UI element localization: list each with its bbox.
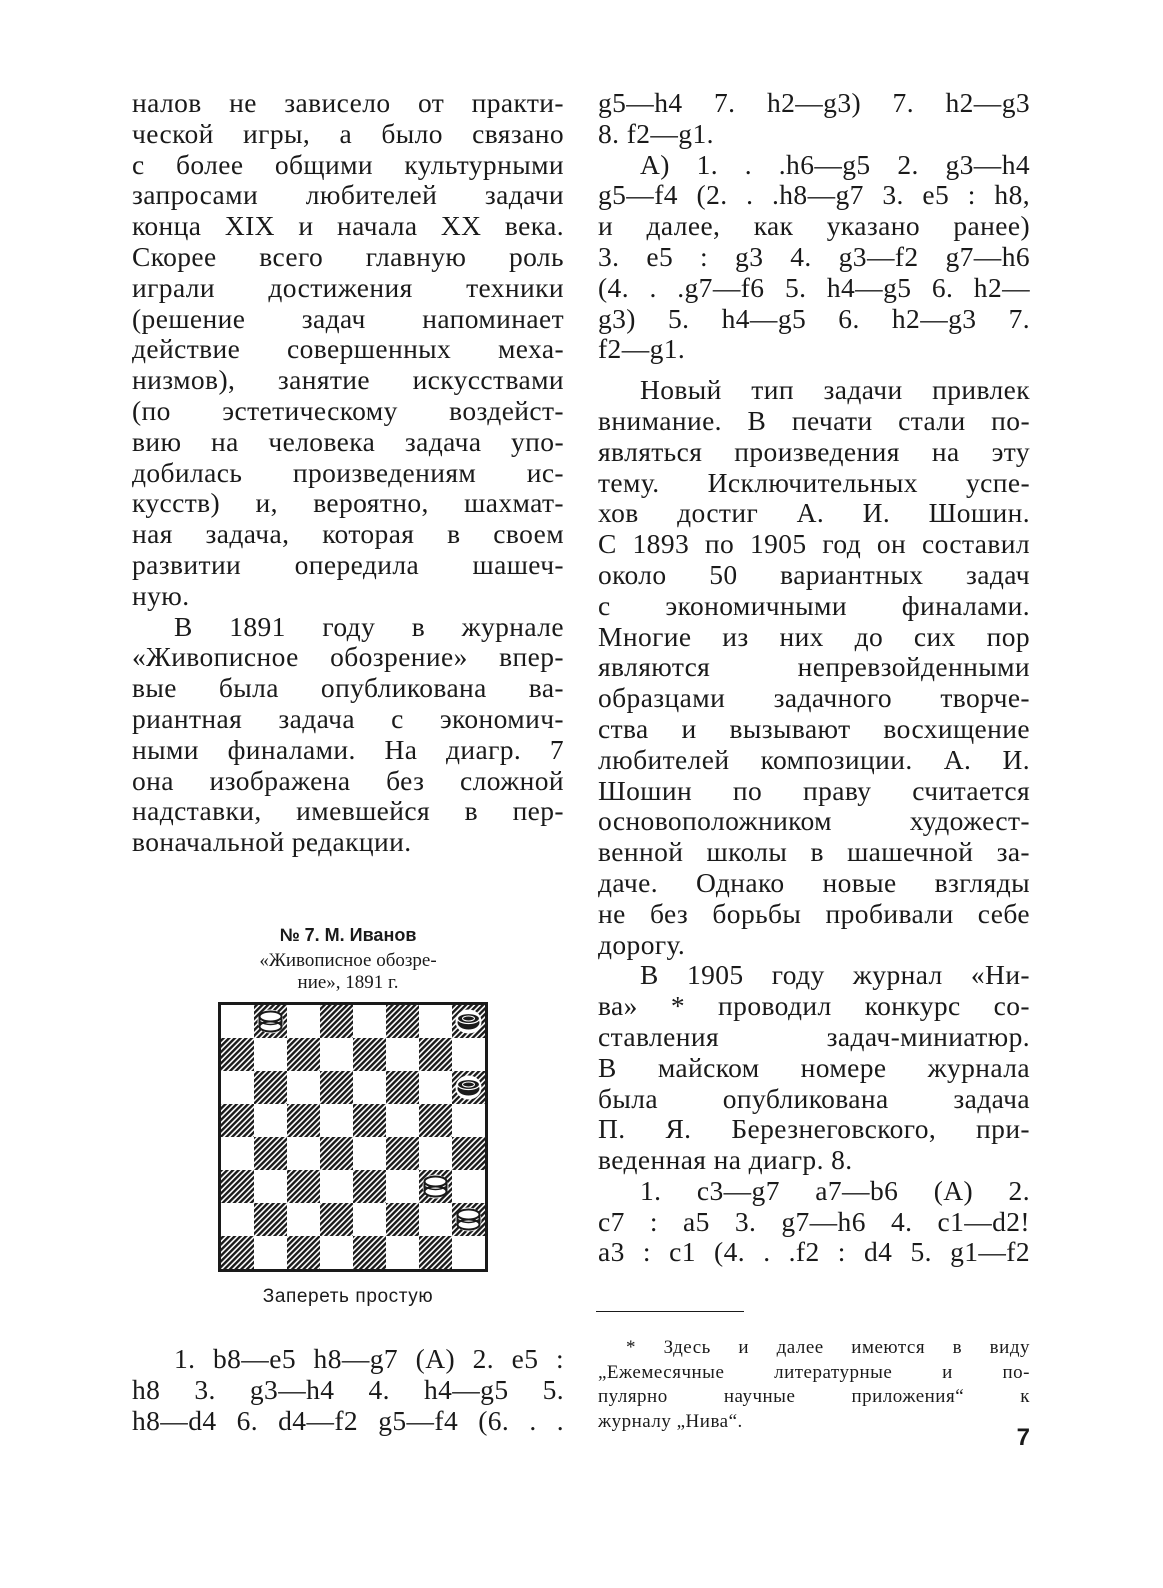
white-checker-piece (456, 1208, 482, 1232)
dark-square (287, 1038, 320, 1071)
dark-square (353, 1170, 386, 1203)
dark-square (221, 1236, 254, 1269)
dark-square (287, 1236, 320, 1269)
text-line: (решение задач напоминает (132, 302, 564, 334)
text-line: являться произведения на эту (598, 435, 1030, 467)
text-line: f2—g1. (598, 333, 686, 365)
text-line: ная задача, которая в своем (132, 518, 564, 550)
dark-square (320, 1005, 353, 1038)
text-line: 8. f2—g1. (598, 117, 714, 149)
light-square (254, 1170, 287, 1203)
text-line: 3. e5 : g3 4. g3—f2 g7—h6 (598, 240, 1030, 272)
text-line: запросами любителей задачи (132, 179, 564, 211)
text-line: Новый тип задачи привлек (640, 374, 1030, 406)
text-line: (по эстетическому воздейст- (132, 394, 564, 426)
text-line: воначальной редакции. (132, 826, 412, 858)
checkers-board (221, 1005, 485, 1269)
dark-square (353, 1104, 386, 1137)
text-line: действие совершенных меха- (132, 333, 564, 365)
footnote-divider (596, 1311, 744, 1312)
footnote-line: „Ежемесячные литературные и по- (598, 1361, 1030, 1383)
left-solution (132, 1344, 564, 1436)
text-line: ставления задач-миниатюр. (598, 1020, 1030, 1052)
dark-square (221, 1170, 254, 1203)
text-line: образцами задачного творче- (598, 682, 1030, 714)
text-line: Многие из них до сих пор (598, 620, 1030, 652)
white-checker-piece (423, 1175, 449, 1199)
dark-square (254, 1203, 287, 1236)
text-line: h8—d4 6. d4—f2 g5—f4 (6. . . (132, 1404, 564, 1436)
text-line: тему. Исключительных успе- (598, 466, 1030, 498)
dark-square (386, 1005, 419, 1038)
text-line: А) 1. . .h6—g5 2. g3—h4 (640, 148, 1030, 180)
dark-square (419, 1104, 452, 1137)
white-checker-piece (258, 1010, 284, 1034)
light-square (221, 1071, 254, 1104)
text-line: h8 3. g3—h4 4. h4—g5 5. (132, 1373, 564, 1405)
text-line: В майском номере журнала (598, 1051, 1030, 1083)
text-line: играли достижения техники (132, 271, 564, 303)
page-number: 7 (1016, 1424, 1030, 1451)
right-paragraph-3 (598, 375, 1030, 960)
light-square (221, 1203, 254, 1236)
dark-square (320, 1137, 353, 1170)
dark-square (386, 1203, 419, 1236)
text-line: Скорее всего главную роль (132, 240, 564, 272)
light-square (419, 1137, 452, 1170)
text-line: g5—f4 (2. . .h8—g7 3. e5 : h8, (598, 179, 1030, 211)
light-square (320, 1236, 353, 1269)
text-line: c7 : a5 3. g7—h6 4. c1—d2! (598, 1205, 1030, 1237)
dark-square (287, 1170, 320, 1203)
text-line: ства и вызывают восхищение (598, 712, 1030, 744)
text-line: основоположником художест- (598, 805, 1030, 837)
light-square (254, 1104, 287, 1137)
light-square (320, 1104, 353, 1137)
text-line: «Живописное обозрение» впер- (132, 641, 564, 673)
text-line: являются непревзойденными (598, 651, 1030, 683)
diagram-source-line: «Живописное обозре- (259, 950, 437, 971)
diagram-source-line: ние», 1891 г. (297, 972, 399, 993)
text-line: ческой игры, а было связано (132, 117, 564, 149)
dark-square (452, 1137, 485, 1170)
text-line: и далее, как указано ранее) (598, 210, 1030, 242)
footnote-line: пулярно научные приложения“ к (598, 1386, 1030, 1407)
text-line: она изображена без сложной (132, 764, 564, 796)
light-square (287, 1071, 320, 1104)
text-line: В 1891 году в журнале (174, 610, 564, 642)
text-line: не без борьбы пробивали себе (598, 897, 1030, 929)
text-line: венной школы в шашечной за- (598, 836, 1030, 868)
light-square (386, 1236, 419, 1269)
text-line: g5—h4 7. h2—g3) 7. h2—g3 (598, 87, 1030, 118)
light-square (419, 1203, 452, 1236)
text-line: надставки, имевшейся в пер- (132, 795, 564, 827)
dark-square (386, 1071, 419, 1104)
light-square (287, 1137, 320, 1170)
text-line: налов не зависело от практи- (132, 87, 564, 118)
diagram-number-author: № 7. М. Иванов (279, 925, 417, 945)
text-line: В 1905 году журнал «Ни- (640, 959, 1030, 991)
text-line: 1. b8—e5 h8—g7 (A) 2. e5 : (174, 1343, 564, 1374)
diagram-task-caption: Запереть простую (262, 1286, 434, 1307)
dark-square (221, 1038, 254, 1071)
text-line: хов достиг А. И. Шошин. (598, 497, 1030, 529)
light-square (287, 1005, 320, 1038)
light-square (353, 1005, 386, 1038)
dark-square (221, 1104, 254, 1137)
right-paragraph-2 (598, 150, 1030, 366)
text-line: Шошин по праву считается (598, 774, 1030, 806)
light-square (386, 1104, 419, 1137)
text-line: развитии опередила шашеч- (132, 548, 564, 580)
dark-square (419, 1236, 452, 1269)
light-square (287, 1203, 320, 1236)
text-line: 1. c3—g7 a7—b6 (А) 2. (640, 1174, 1030, 1206)
left-paragraph-1 (132, 88, 564, 612)
left-paragraph-2 (132, 612, 564, 858)
text-line: с экономичными финалами. (598, 589, 1030, 621)
text-line: около 50 вариантных задач (598, 558, 1030, 590)
dark-square (287, 1104, 320, 1137)
footnote-line: журналу „Нива“. (598, 1410, 743, 1432)
text-line: С 1893 по 1905 год он составил (598, 528, 1030, 560)
text-line: ную. (132, 579, 190, 611)
right-column (598, 88, 1030, 1268)
dark-square (419, 1038, 452, 1071)
dark-square (320, 1071, 353, 1104)
text-line: вые была опубликована ва- (132, 672, 564, 704)
text-line: g3) 5. h4—g5 6. h2—g3 7. (598, 302, 1030, 334)
light-square (254, 1038, 287, 1071)
text-line: даче. Однако новые взгляды (598, 866, 1030, 898)
text-line: низмов), занятие искусствами (132, 364, 564, 396)
light-square (386, 1038, 419, 1071)
text-line: с более общими культурными (132, 148, 564, 180)
light-square (452, 1236, 485, 1269)
light-square (419, 1071, 452, 1104)
light-square (221, 1005, 254, 1038)
diagram-figure (132, 924, 564, 1308)
dark-square (254, 1071, 287, 1104)
text-line: риантная задача с экономич- (132, 702, 564, 734)
text-line: внимание. В печати стали по- (598, 404, 1030, 436)
text-line: веденная на диагр. 8. (598, 1144, 853, 1176)
dark-square (353, 1038, 386, 1071)
light-square (353, 1203, 386, 1236)
light-square (353, 1071, 386, 1104)
light-square (320, 1038, 353, 1071)
checkers-board-frame (218, 1002, 488, 1272)
right-paragraph-5 (598, 1176, 1030, 1268)
light-square (452, 1104, 485, 1137)
text-line: добилась произведениям ис- (132, 456, 564, 488)
light-square (386, 1170, 419, 1203)
light-square (452, 1170, 485, 1203)
text-line: кусств) и, вероятно, шахмат- (132, 487, 564, 519)
light-square (419, 1005, 452, 1038)
right-paragraph-4 (598, 960, 1030, 1176)
right-paragraph-1 (598, 88, 1030, 150)
footnote (598, 1336, 1030, 1434)
text-line: П. Я. Березнеговского, при- (598, 1113, 1030, 1145)
footnote-line: * Здесь и далее имеются в виду (626, 1337, 1030, 1358)
black-checker-piece (456, 1076, 482, 1100)
dark-square (320, 1203, 353, 1236)
text-line: конца XIX и начала XX века. (132, 210, 564, 242)
text-line: ва» * проводил конкурс со- (598, 990, 1030, 1022)
light-square (353, 1137, 386, 1170)
text-line: любителей композиции. А. И. (598, 743, 1030, 775)
text-line: ными финалами. На диагр. 7 (132, 733, 564, 765)
left-column (132, 88, 564, 858)
dark-square (386, 1137, 419, 1170)
dark-square (254, 1137, 287, 1170)
light-square (320, 1170, 353, 1203)
text-line: вию на человека задача упо- (132, 425, 564, 457)
light-square (254, 1236, 287, 1269)
dark-square (353, 1236, 386, 1269)
black-checker-piece (456, 1010, 482, 1034)
light-square (452, 1038, 485, 1071)
text-line: a3 : c1 (4. . .f2 : d4 5. g1—f2 (598, 1236, 1030, 1268)
light-square (221, 1137, 254, 1170)
text-line: дорогу. (598, 928, 686, 960)
text-line: (4. . .g7—f6 5. h4—g5 6. h2— (598, 271, 1030, 303)
text-line: была опубликована задача (598, 1082, 1030, 1114)
